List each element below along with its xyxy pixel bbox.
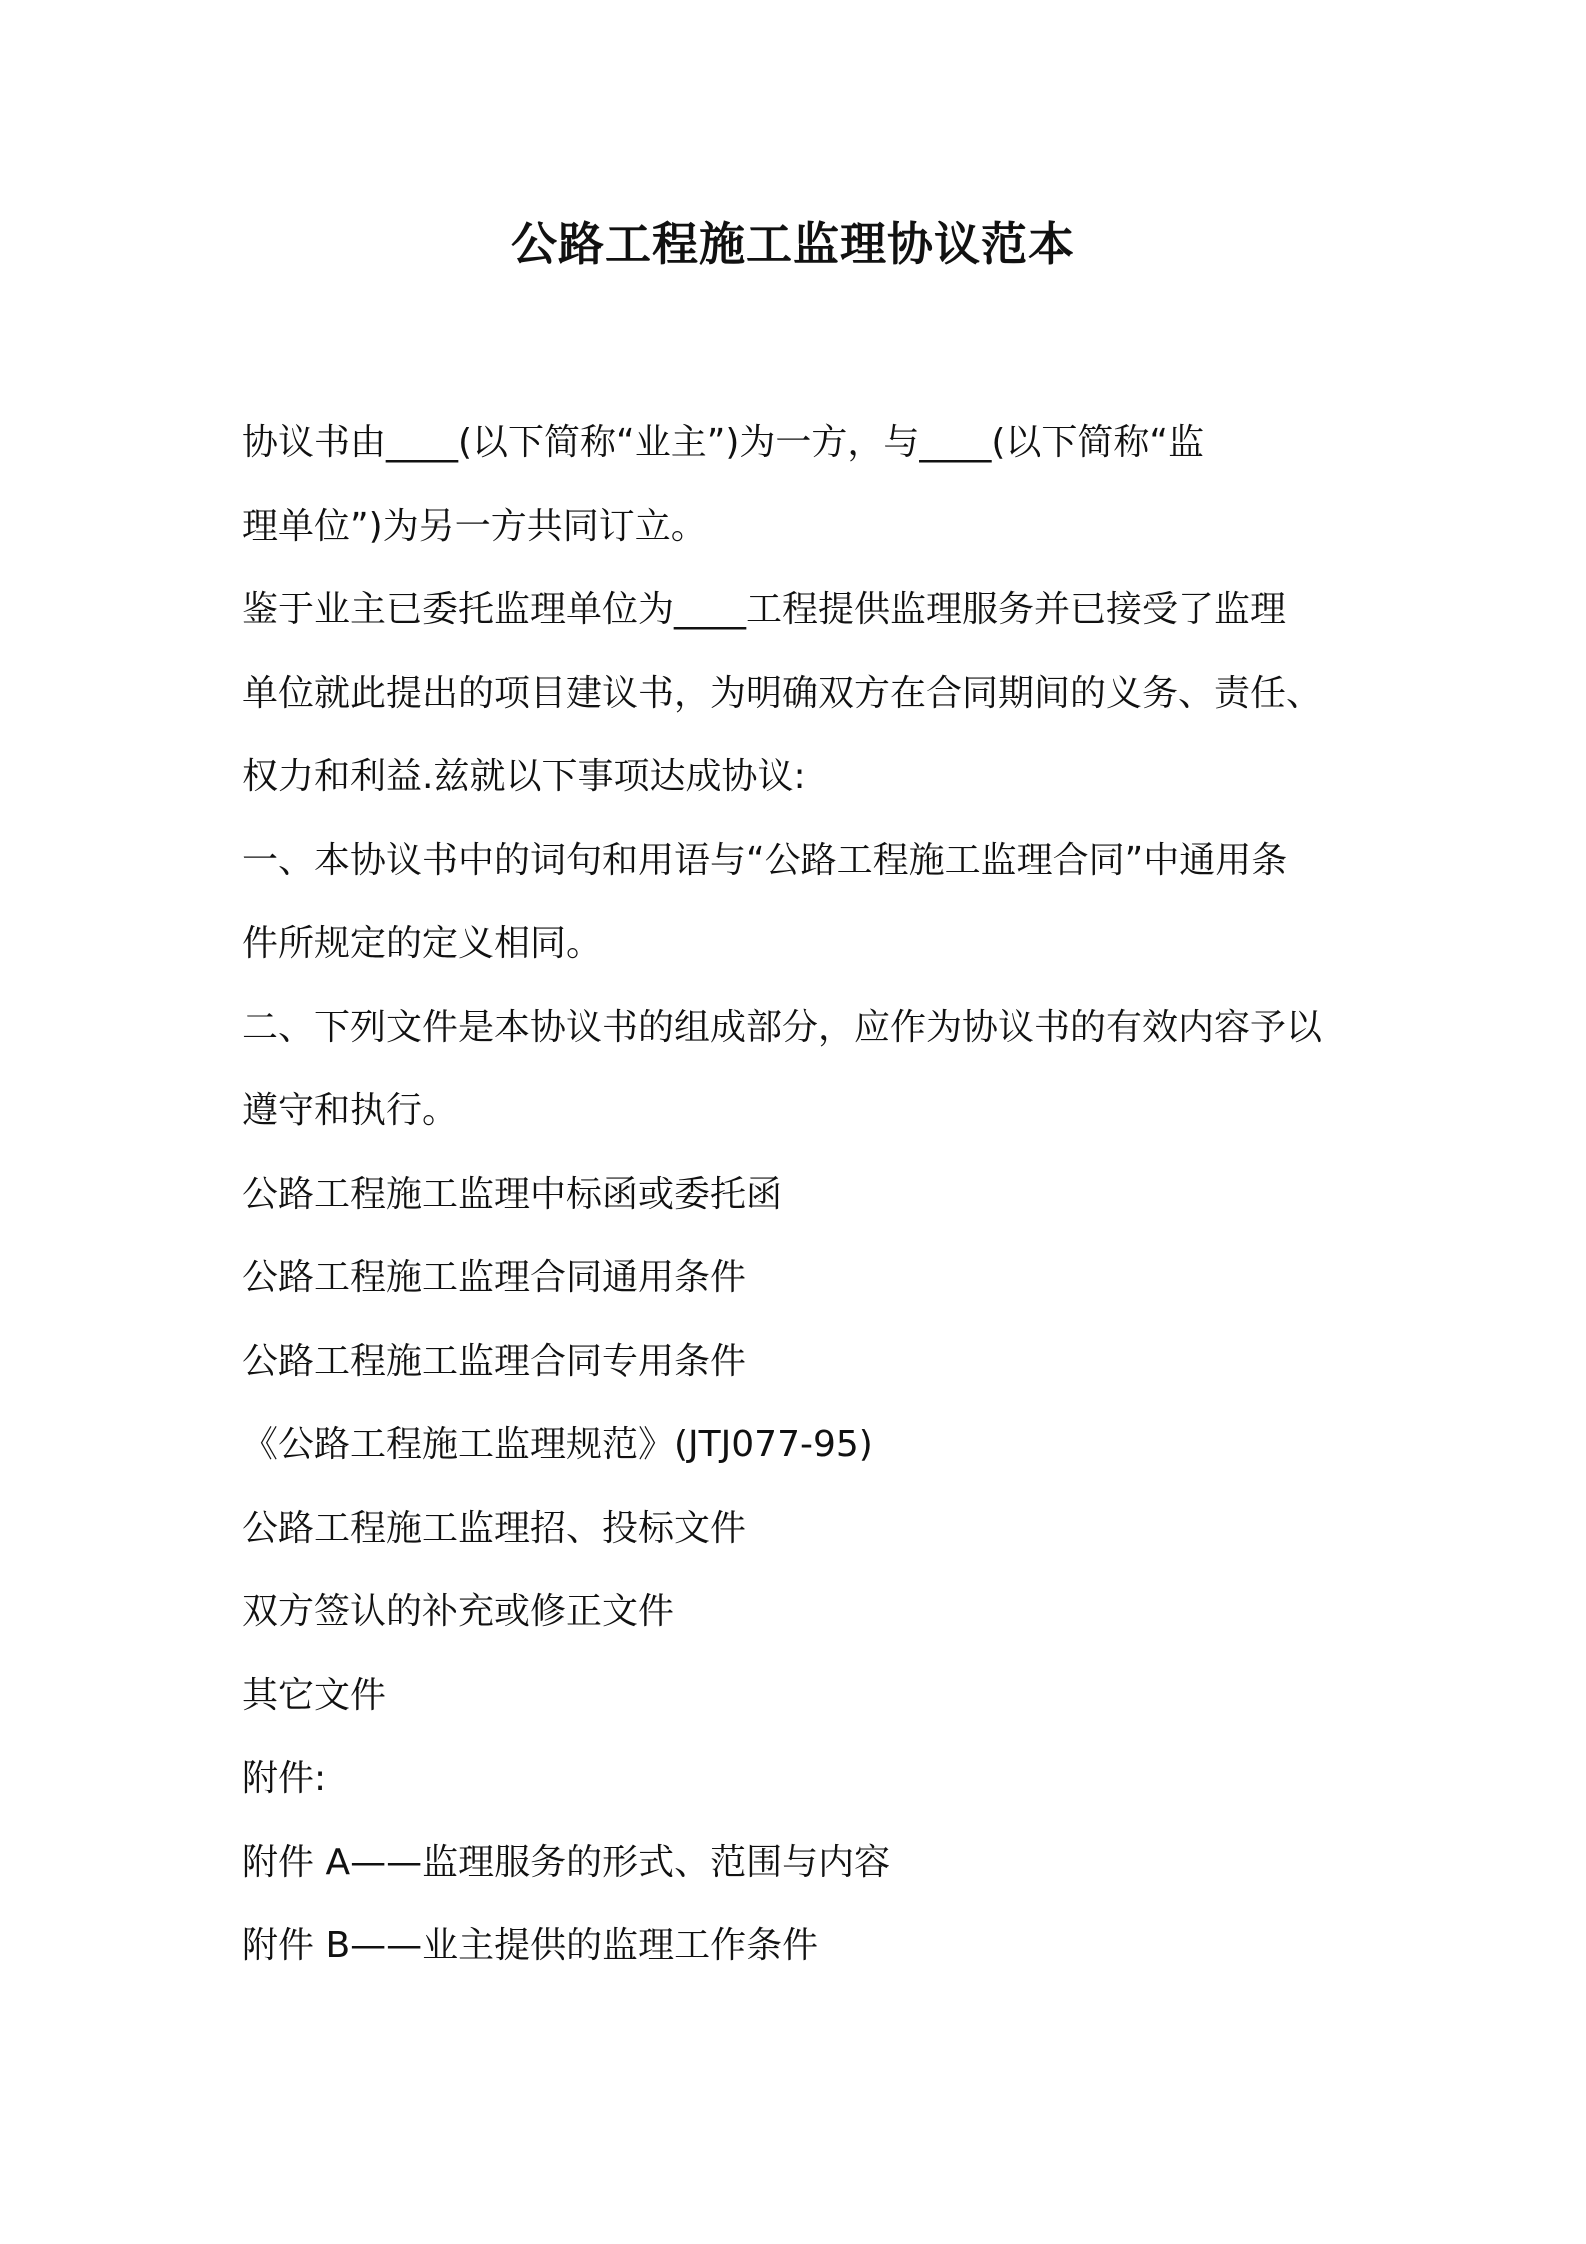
paragraph-line: 权力和利益.兹就以下事项达成协议:	[242, 756, 806, 797]
paragraph-line: 协议书由____(以下简称“业主”)为一方，与____(以下简称“监	[242, 422, 1205, 463]
attachments-list	[242, 1821, 1362, 1988]
list-item: 公路工程施工监理合同通用条件	[242, 1257, 747, 1298]
clause-one	[242, 819, 1362, 986]
paragraph-parties	[242, 401, 1362, 568]
paragraph-whereas	[242, 568, 1362, 819]
paragraph-line: 二、下列文件是本协议书的组成部分，应作为协议书的有效内容予以	[242, 1006, 1323, 1048]
attachments-heading: 附件:	[242, 1758, 327, 1799]
attachment-item: 附件 B——业主提供的监理工作条件	[242, 1925, 819, 1966]
paragraph-line: 一、本协议书中的词句和用语与“公路工程施工监理合同”中通用条	[242, 839, 1288, 881]
list-item: 《公路工程施工监理规范》(JTJ077-95)	[242, 1424, 873, 1465]
paragraph-line: 遵守和执行。	[242, 1090, 459, 1131]
list-item: 其它文件	[242, 1674, 387, 1716]
clause-two	[242, 986, 1362, 1153]
list-item: 公路工程施工监理中标函或委托函	[242, 1173, 783, 1215]
list-item: 双方签认的补充或修正文件	[242, 1591, 675, 1632]
paragraph-line: 鉴于业主已委托监理单位为____工程提供监理服务并已接受了监理	[242, 589, 1287, 630]
paragraph-line: 理单位”)为另一方共同订立。	[242, 505, 707, 547]
paragraph-line: 单位就此提出的项目建议书，为明确双方在合同期间的义务、责任、	[242, 672, 1323, 714]
attachment-item: 附件 A——监理服务的形式、范围与内容	[242, 1841, 891, 1883]
document-body	[242, 401, 1362, 1988]
paragraph-line: 件所规定的定义相同。	[242, 923, 603, 964]
documents-list	[242, 1153, 1362, 1738]
document-title: 公路工程施工监理协议范本	[511, 217, 1075, 271]
list-item: 公路工程施工监理合同专用条件	[242, 1340, 747, 1382]
list-item: 公路工程施工监理招、投标文件	[242, 1507, 747, 1549]
